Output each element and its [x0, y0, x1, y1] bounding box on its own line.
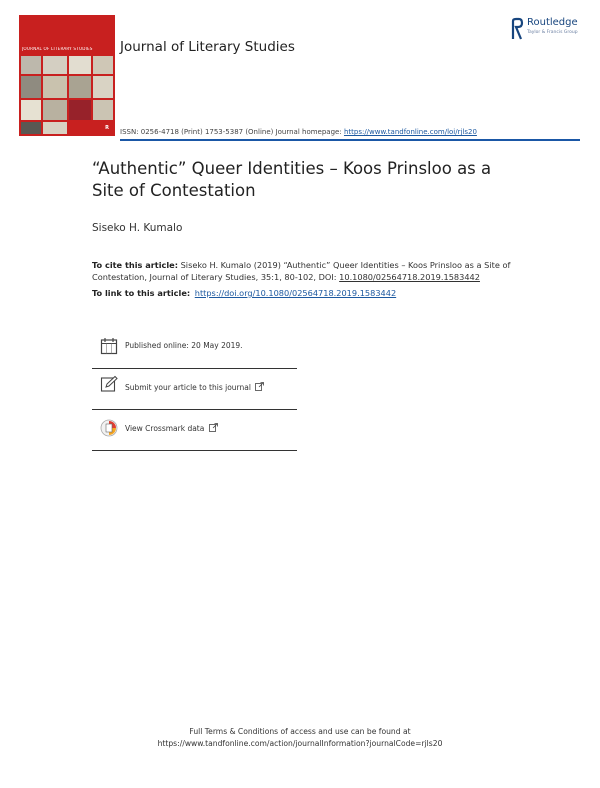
crossmark-label: View Crossmark data [125, 424, 205, 433]
cover-title: JOURNAL OF LITERARY STUDIES [22, 47, 93, 52]
footer-terms-link[interactable]: https://www.tandfonline.com/action/journalInformation?journalCode=rjls20 [157, 739, 443, 748]
external-link-icon [255, 382, 264, 391]
submit-article-label: Submit your article to this journal [125, 383, 251, 392]
external-link-icon [209, 423, 218, 432]
footer [0, 726, 600, 750]
crossmark-icon [100, 419, 118, 437]
citation-doi-link[interactable]: 10.1080/02564718.2019.1583442 [339, 272, 480, 282]
article-doi-link[interactable]: https://doi.org/10.1080/02564718.2019.1583442 [194, 288, 397, 298]
published-row [92, 328, 297, 369]
brand-subtitle: Taylor & Francis Group [527, 30, 578, 35]
cover-publisher-logo: R [105, 125, 109, 131]
link-label: To link to this article: [92, 288, 191, 298]
issn-text: ISSN: 0256-4718 (Print) 1753-5387 (Online) Journal homepage: [120, 128, 342, 136]
submit-row[interactable] [92, 369, 297, 410]
published-date: Published online: 20 May 2019. [125, 341, 243, 350]
citation-label: To cite this article: [92, 260, 178, 270]
issn-line [120, 128, 477, 136]
edit-icon [100, 375, 118, 393]
footer-line-1: Full Terms & Conditions of access and use can be found at [189, 727, 411, 736]
article-author[interactable]: Siseko H. Kumalo [92, 222, 183, 234]
brand-name: Routledge [527, 17, 578, 28]
journal-cover [19, 15, 115, 136]
article-title: “Authentic” Queer Identities – Koos Prinsloo as a Site of Contestation [92, 159, 492, 200]
article-link-row [92, 288, 396, 298]
routledge-logo-icon [510, 16, 524, 42]
crossmark-row[interactable] [92, 410, 297, 451]
citation [92, 259, 532, 283]
submit-article-link[interactable] [125, 382, 264, 392]
crossmark-link[interactable] [125, 423, 218, 433]
calendar-icon [100, 337, 118, 355]
citation-text: Siseko H. Kumalo (2019) “Authentic” Queer Identities – Koos Prinsloo as a Site of Contestation, Journal of Literary Studies, 35:1, 80-102, DOI: [92, 260, 511, 282]
journal-homepage-link[interactable]: https://www.tandfonline.com/loi/rjls20 [343, 128, 477, 136]
journal-name[interactable]: Journal of Literary Studies [120, 39, 295, 55]
cover-photo-collage [19, 54, 115, 136]
header-rule [120, 139, 580, 141]
